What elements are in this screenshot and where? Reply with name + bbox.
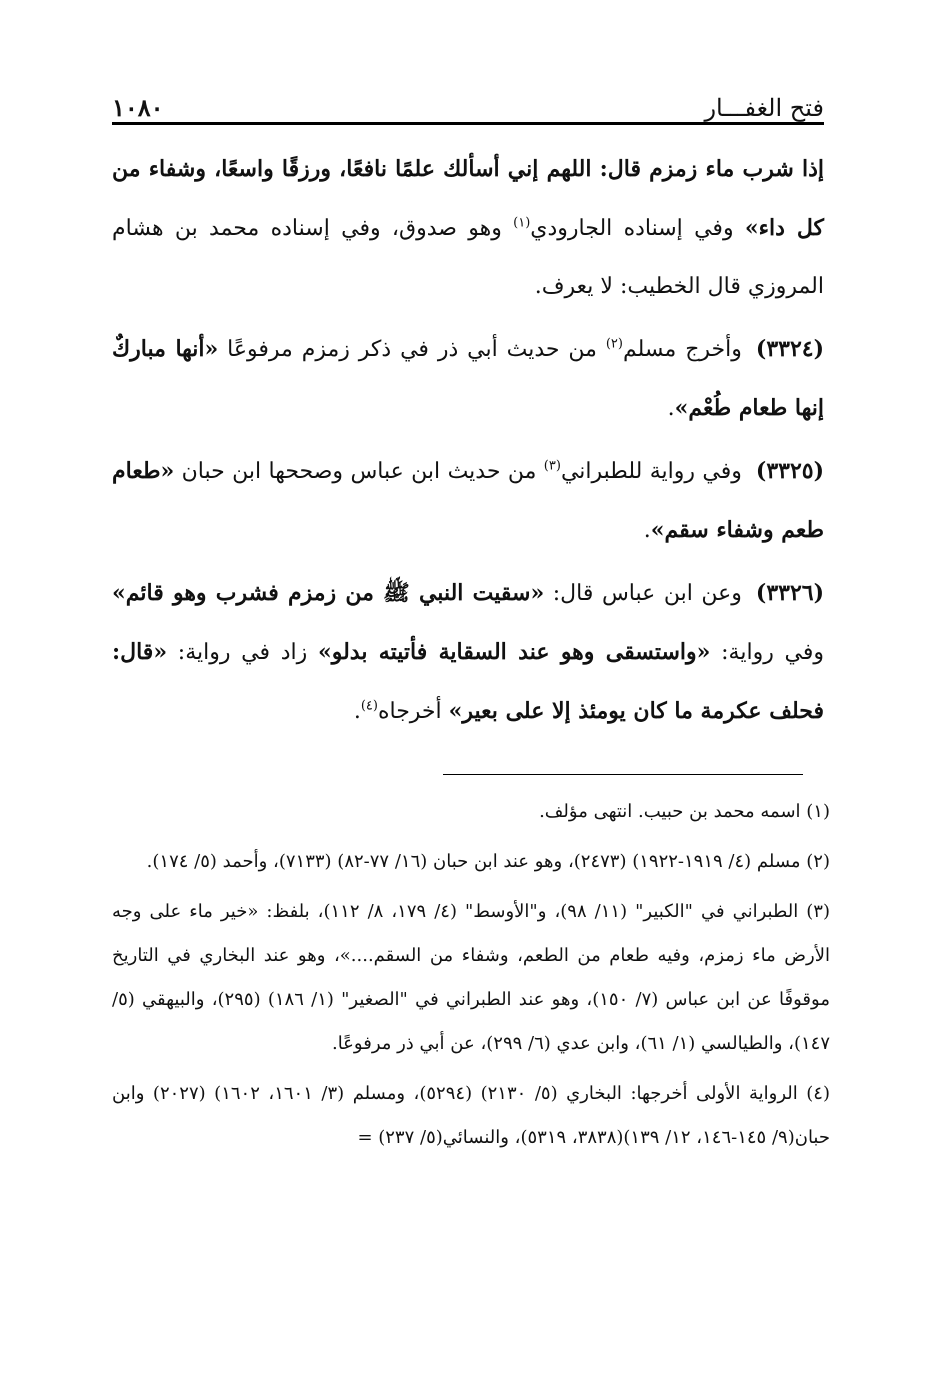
header-rule (112, 122, 824, 125)
footnote: (٤) الرواية الأولى أخرجها: البخاري (٥/ ٢١٣٠) (٥٢٩٤)، ومسلم (٣/ ١٦٠١، ١٦٠٢) (٢٠٢٧) وابن حبان(٩/ ١٤٥-١٤٦، ١٢/ ١٣٩)(٣٨٣٨، ٥٣١٩)، والنسائي(٥/ ٢٣٧) = (112, 1083, 830, 1148)
quoted-text: «قال: فحلف عكرمة ما كان يومئذ إلا على بعير» (112, 639, 824, 724)
page-number: ١٠٨٠ (112, 93, 164, 122)
text-run: . (643, 518, 651, 543)
text-run: أخرجاه (377, 699, 449, 724)
paragraph (112, 320, 824, 438)
text-run: وأخرج مسلم (622, 337, 742, 362)
paragraph (112, 442, 824, 560)
hadith-number: (٣٣٢٤) (755, 336, 824, 362)
footnotes (112, 790, 830, 1166)
text-run: . (667, 396, 675, 421)
footnote-ref: (٣) (543, 458, 561, 474)
quoted-text: إذا شرب ماء زمزم قال: اللهم إني أسألك علمًا نافعًا، ورزقًا واسعًا، وشفاء من كل داء» (112, 156, 825, 241)
hadith-number: (٣٣٢٦) (755, 580, 824, 606)
quoted-text: «سقيت النبي ﷺ من زمزم فشرب وهو قائم» (112, 580, 545, 606)
text-run: زاد في رواية: (167, 640, 318, 665)
running-header (112, 82, 824, 122)
footnote: (١) اسمه محمد بن حبيب. انتهى مؤلف. (539, 801, 830, 822)
quoted-text: «أنها مباركٌ إنها طعام طُعْم» (112, 336, 824, 421)
paragraph (112, 140, 824, 316)
text-run: وهو صدوق، وفي إسناده محمد بن هشام المروزي قال الخطيب: لا يعرف. (112, 216, 824, 299)
text-run: وفي رواية للطبراني (560, 459, 742, 484)
text-run: وعن ابن عباس قال: (544, 581, 742, 606)
footnote-ref: (١) (513, 215, 531, 231)
text-run: من حديث ابن عباس وصححها ابن حبان (174, 459, 544, 484)
footnote: (٣) الطبراني في "الكبير" (١١/ ٩٨)، و"الأوسط" (٤/ ١٧٩، ٨/ ١١٢)، بلفظ: «خير ماء على وجه الأرض ماء زمزم، وفيه طعام من الطعم، وشفاء من السقم....»، وهو عند البخاري في التاريخ موقوفًا عن ابن عباس (٧/ ١٥٠)، وهو عند الطبراني في "الصغير" (١/ ١٨٦) (٢٩٥)، والبيهقي (٥/ ١٤٧)، والطيالسي (١/ ٦١)، وابن عدي (٦/ ٢٩٩)، عن أبي ذر مرفوعًا. (112, 901, 830, 1054)
footnote-separator (443, 774, 803, 775)
quoted-text: «واستسقى وهو عند السقاية فأتيته بدلو» (317, 639, 711, 665)
hadith-number: (٣٣٢٥) (755, 458, 824, 484)
book-title: فتح الغفـــار (704, 94, 824, 122)
text-run: من حديث أبي ذر في ذكر زمزم مرفوعًا (218, 337, 606, 362)
main-text (112, 140, 824, 741)
footnote-ref: (٢) (605, 336, 623, 352)
paragraph (112, 564, 824, 741)
footnote: (٢) مسلم (٤/ ١٩١٩-١٩٢٢) (٢٤٧٣)، وهو عند ابن حبان (١٦/ ٧٧-٨٢) (٧١٣٣)، وأحمد (٥/ ١٧٤). (146, 851, 830, 872)
text-run: وفي إسناده الجارودي (530, 216, 745, 241)
text-run: وفي رواية: (710, 640, 825, 665)
text-run: . (353, 699, 361, 724)
footnote-ref: (٤) (360, 698, 378, 714)
quoted-text: «طعام طعم وشفاء سقم» (112, 458, 824, 543)
